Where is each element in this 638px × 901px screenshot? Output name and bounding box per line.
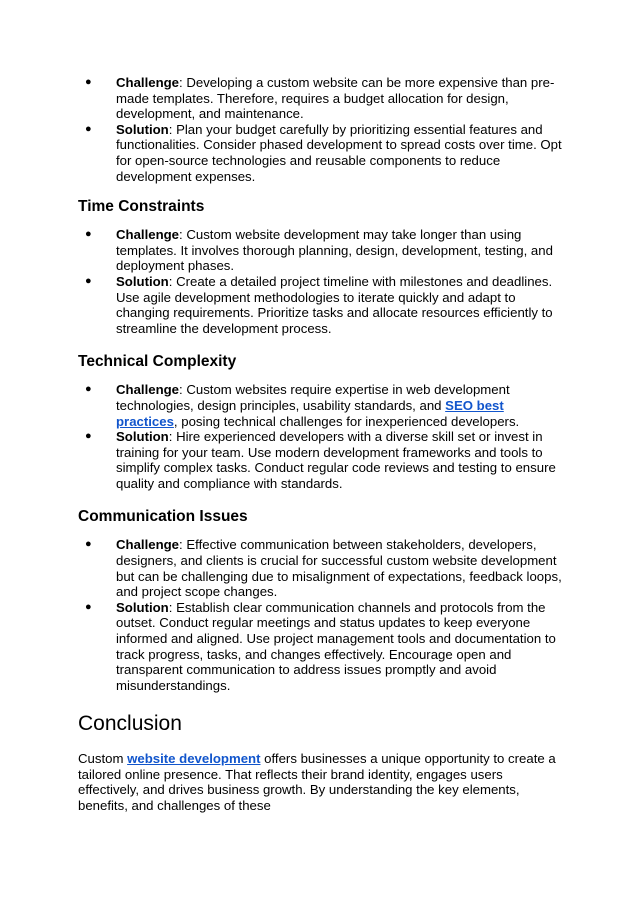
list-item	[78, 227, 564, 274]
solution-text: : Establish clear communication channels and protocols from the outset. Conduct regular meetings and status updates to keep everyone informed and aligned. Use project management tools and documentation to track progress, tasks, and changes effectively. Encourage open and transparent communication to address issues promptly and avoid misunderstandings.	[116, 599, 556, 693]
list-item	[78, 537, 564, 599]
list-item	[78, 429, 564, 491]
conclusion-text-after: offers businesses a unique opportunity to create a tailored online presence. That reflects their brand identity, engages users effectively, and drives business growth. By understanding the key elements, benefits, and challenges of these	[78, 751, 556, 813]
list-item	[78, 382, 564, 429]
section-heading-time: Time Constraints	[78, 198, 205, 216]
solution-label: Solution	[116, 273, 169, 289]
challenge-label: Challenge	[116, 75, 180, 90]
conclusion-heading: Conclusion	[78, 712, 182, 735]
challenge-text-after: , posing technical challenges for inexperienced developers.	[173, 413, 520, 429]
budget-list	[78, 75, 564, 184]
section-heading-technical: Technical Complexity	[78, 353, 237, 371]
list-item	[78, 274, 564, 336]
bullet-icon: ●	[85, 274, 92, 287]
solution-label: Solution	[116, 599, 169, 615]
challenge-label: Challenge	[116, 537, 180, 553]
solution-text: : Hire experienced developers with a diverse skill set or invest in training for your team. Use modern development frameworks and tools to simplify complex tasks. Conduct regular code reviews and testing to ensure quality and compliance with standards.	[116, 429, 556, 491]
solution-text: : Plan your budget carefully by prioritizing essential features and functionalities. Consider phased development to spread costs over time. Opt for open-source technologies and reusable components to reduce development expenses.	[116, 121, 562, 184]
challenge-label: Challenge	[116, 227, 180, 243]
challenge-text-before: : Custom websites require expertise in web development technologies, design principles, usability standards, and	[116, 382, 510, 413]
document-content	[78, 75, 564, 693]
section-heading-communication: Communication Issues	[78, 508, 248, 526]
challenge-text: : Effective communication between stakeholders, developers, designers, and clients is crucial for successful custom website development but can be challenging due to misalignment of expectations, feedback loops, and project scope changes.	[116, 537, 562, 600]
list-item	[78, 75, 564, 122]
time-list	[78, 227, 564, 336]
bullet-icon: ●	[85, 228, 92, 241]
bullet-icon: ●	[85, 538, 92, 551]
bullet-icon: ●	[85, 122, 92, 135]
solution-label: Solution	[116, 121, 169, 137]
seo-best-practices-link[interactable]: SEO best practices	[116, 397, 504, 429]
communication-list	[78, 537, 564, 693]
conclusion-text-before: Custom	[78, 751, 128, 766]
bullet-icon: ●	[85, 76, 92, 88]
solution-text: : Create a detailed project timeline with milestones and deadlines. Use agile development methodologies to iterate quickly and adapt to changing requirements. Prioritize tasks and allocate resources efficiently to streamline the development process.	[116, 273, 553, 336]
challenge-label: Challenge	[116, 382, 180, 398]
technical-list	[78, 382, 564, 491]
conclusion-paragraph	[78, 751, 564, 813]
bullet-icon: ●	[85, 600, 92, 613]
bullet-icon: ●	[85, 383, 92, 396]
bullet-icon: ●	[85, 430, 92, 443]
challenge-text: : Developing a custom website can be more expensive than pre-made templates. Therefore, requires a budget allocation for design, development, and maintenance.	[116, 75, 555, 122]
website-development-link[interactable]: website development	[127, 751, 261, 766]
list-item	[78, 122, 564, 184]
solution-label: Solution	[116, 429, 169, 445]
challenge-text: : Custom website development may take longer than using templates. It involves thorough planning, design, development, testing, and deployment phases.	[116, 227, 553, 274]
list-item	[78, 600, 564, 694]
